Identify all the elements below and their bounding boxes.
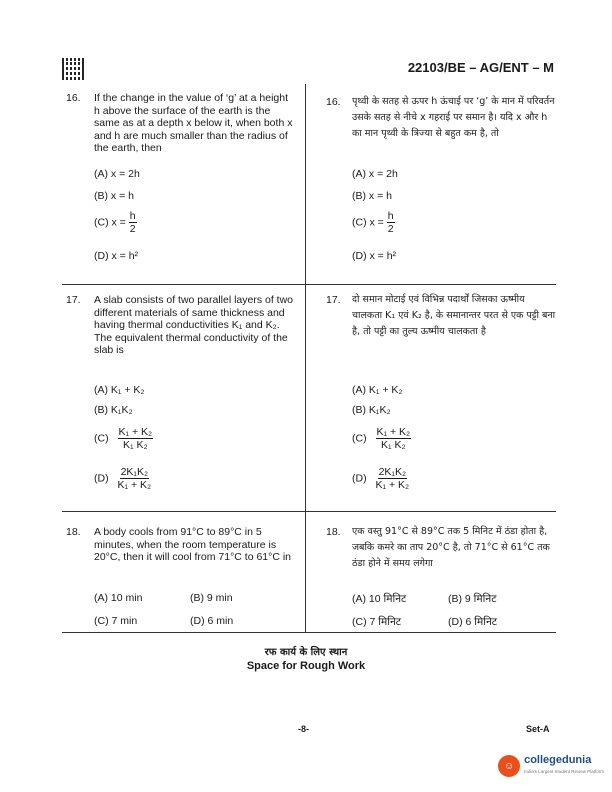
paper-code: 22103/BE – AG/ENT – M [407,60,554,75]
option-a: (A) 10 min [94,592,143,604]
option-c: (C) 7 min [94,615,138,627]
option-a: (A) x = 2h [94,168,140,180]
option-b: (B) x = h [352,190,392,202]
question-text: If the change in the value of ‘g’ at a height h above the surface of the earth is the same as at a depth x below it, when both x and h are much smaller than the radius of the earth, then [94,92,293,154]
page-number: -8- [298,724,309,734]
set-label: Set-A [526,724,550,734]
question-number: 18. [66,526,81,538]
option-d: (D) $\frac{\text{2K₁K₂}}{\text{K₁ + K₂}}$ [94,466,152,491]
question-text: दो समान मोटाई एवं विभिन्न पदार्थों जिसका ऊष्मीय चालकता K₁ एवं K₂ है, के समानान्तर परत से एक पट्टी बना है, तो पट्टी का तुल्य ऊष्मीय चालकता है [352,294,556,337]
option-b: (B) x = h [94,190,134,202]
option-b: (B) 9 min [190,592,233,604]
option-b: (B) K₁K₂ [94,404,133,416]
option-b: (B) 9 मिनिट [448,593,497,605]
logo-brand: collegedunia [524,754,592,766]
question-divider [62,511,556,512]
option-a: (A) K₁ + K₂ [352,384,403,396]
question-text: एक वस्तु 91°C से 89°C तक 5 मिनिट में ठंडा होता है, जबकि कमरे का ताप 20°C है, तो 71°C से 61°C तक ठंडा होने में समय लगेगा [352,526,550,569]
question-divider [62,284,556,285]
option-d: (D) x = h² [94,250,139,262]
question-text: A slab consists of two parallel layers of two different materials of same thickness and having thermal conductivities K₁ and K₂. The equivalent thermal conductivity of the slab is [94,294,294,356]
rough-work-heading-hi: रफ कार्य के लिए स्थान [264,647,348,658]
question-number: 17. [66,294,81,306]
column-divider [305,84,306,632]
option-a: (A) K₁ + K₂ [94,384,145,396]
option-d: (D) 6 min [190,615,234,627]
logo-tagline: India's Largest Student Review Platform [524,769,604,774]
question-number: 18. [326,526,341,538]
option-a: (A) 10 मिनिट [352,593,407,605]
option-c: (C) $\frac{\text{K₁ + K₂}}{\text{K₁ K₂}}$ [352,426,411,451]
option-b: (B) K₁K₂ [352,404,391,416]
logo-mascot-icon: ☺ [498,755,520,777]
option-d: (D) x = h² [352,250,397,262]
question-number: 17. [326,294,341,306]
option-a: (A) x = 2h [352,168,398,180]
question-number: 16. [326,96,341,108]
option-c: (C) 7 मिनिट [352,616,402,628]
option-c: (C) $\frac{\text{K₁ + K₂}}{\text{K₁ K₂}}$ [94,426,153,451]
question-text: पृथ्वी के सतह से ऊपर h ऊंचाई पर ‘g’ के मान में परिवर्तन उसके सतह से नीचे x गहराई पर समान है। यदि x और h का मान पृथ्वी के त्रिज्या से बहुत कम है, तो [352,96,555,139]
collegedunia-logo [498,754,604,778]
question-number: 16. [66,92,81,104]
option-c: (C) x = $\frac{h}{2}$ [94,210,136,235]
option-c: (C) x = $\frac{h}{2}$ [352,210,394,235]
question-text: A body cools from 91°C to 89°C in 5 minutes, when the room temperature is 20°C, then it will cool from 71°C to 61°C in [94,526,292,563]
option-d: (D) $\frac{\text{2K₁K₂}}{\text{K₁ + K₂}}$ [352,466,410,491]
question-divider [62,632,556,633]
option-d: (D) 6 मिनिट [448,616,498,628]
rough-work-heading-en: Space for Rough Work [246,660,366,672]
qr-code [62,58,84,80]
